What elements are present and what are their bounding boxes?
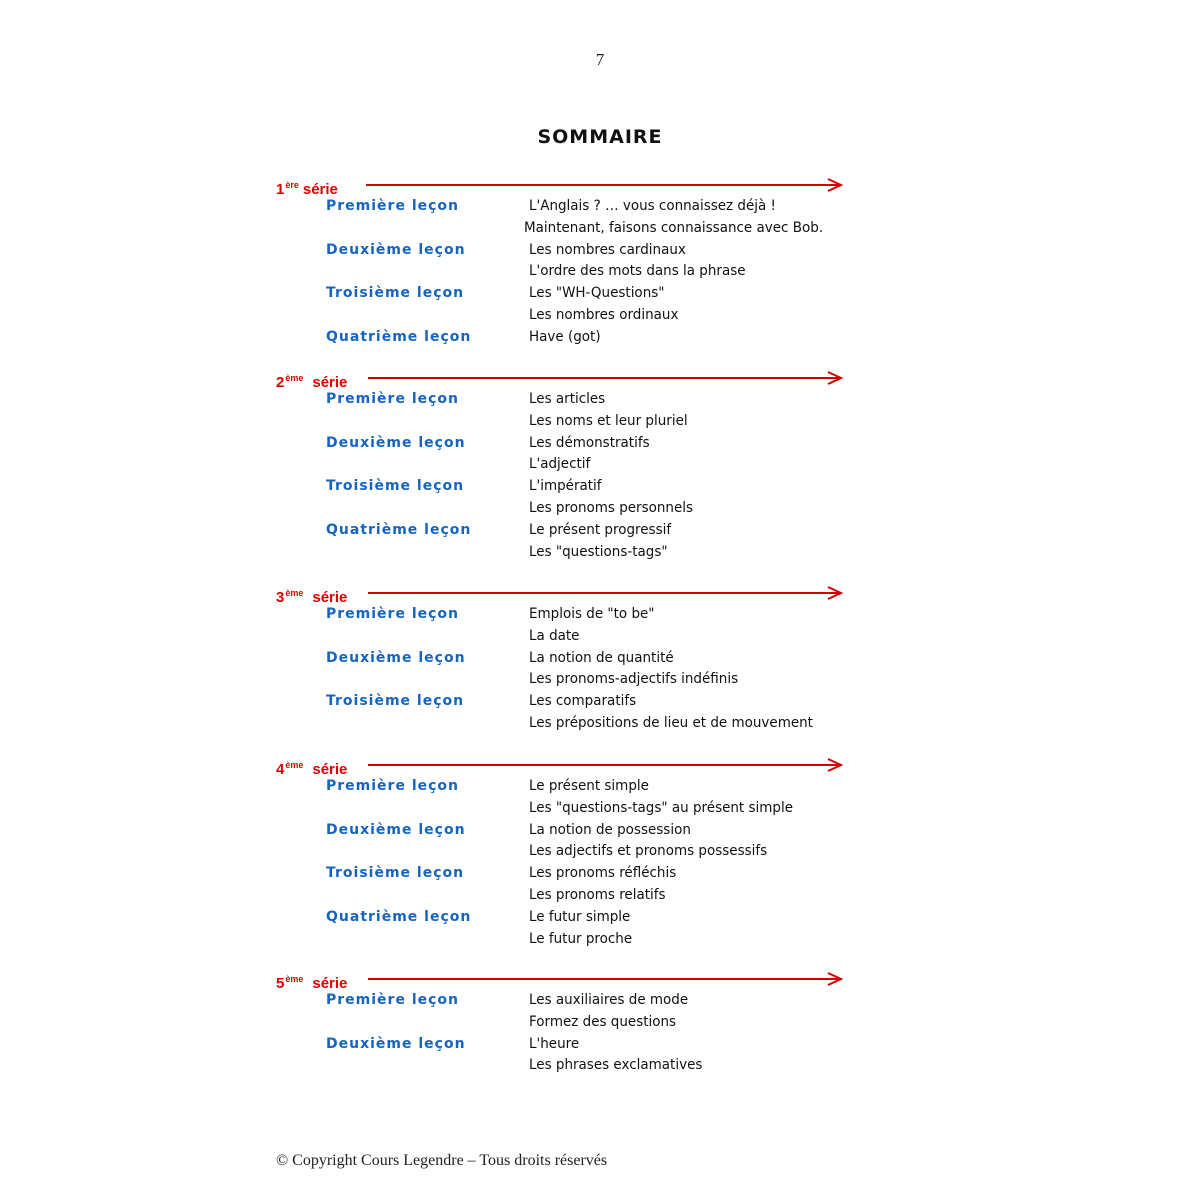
topic: Les "questions-tags" au présent simple (529, 799, 794, 816)
topic: La date (529, 627, 580, 644)
page-title: SOMMAIRE (537, 126, 663, 148)
lesson-label: Quatrième leçon (326, 328, 472, 345)
lesson-row (276, 498, 846, 520)
lesson-label: Quatrième leçon (326, 908, 472, 925)
topic: Les nombres ordinaux (529, 306, 679, 323)
topic: Les comparatifs (529, 693, 637, 710)
arrow-right-icon (368, 758, 844, 772)
series-heading (276, 174, 846, 196)
lesson-troisieme (276, 476, 846, 520)
copyright-footer: © Copyright Cours Legendre – Tous droits réservés (276, 1152, 608, 1169)
lesson-label: Première leçon (326, 606, 459, 622)
topic: Les noms et leur pluriel (529, 412, 688, 429)
topic: Les nombres cardinaux (529, 241, 686, 258)
topic: Les prépositions de lieu et de mouvement (529, 714, 813, 731)
lesson-row (276, 776, 846, 798)
topic: Les "questions-tags" (529, 543, 668, 560)
lesson-label: Troisième leçon (326, 865, 465, 882)
topic: Les pronoms relatifs (529, 886, 666, 903)
topic: Les "WH-Questions" (529, 285, 665, 302)
lesson-label: Deuxième leçon (326, 434, 466, 451)
lesson-row (276, 929, 846, 951)
lesson-troisieme (276, 283, 846, 327)
lesson-row (276, 196, 846, 218)
lesson-row (276, 841, 846, 863)
lesson-troisieme (276, 863, 846, 907)
lesson-premiere (276, 196, 846, 240)
lesson-row (276, 604, 846, 626)
lesson-label: Deuxième leçon (326, 821, 466, 838)
lesson-row (276, 327, 846, 349)
series-3 (276, 582, 846, 735)
series-number-digit: 1 (276, 181, 285, 198)
topic: Le présent simple (529, 778, 649, 794)
lesson-label: Troisième leçon (326, 693, 465, 710)
topic: Le futur simple (529, 908, 631, 925)
lesson-row (276, 669, 846, 691)
topic: Les phrases exclamatives (529, 1057, 703, 1074)
lesson-row (276, 648, 846, 670)
arrow-right-icon (368, 371, 844, 385)
lesson-deuxieme (276, 820, 846, 864)
arrow-right-icon (368, 972, 844, 986)
topic: Les auxiliaires de mode (529, 992, 689, 1008)
lesson-row (276, 305, 846, 327)
topic: La notion de quantité (529, 649, 674, 666)
lesson-row (276, 433, 846, 455)
series-5 (276, 968, 846, 1077)
topic: Les articles (529, 391, 606, 407)
lesson-troisieme (276, 691, 846, 735)
lesson-label: Troisième leçon (326, 478, 465, 495)
topic: Les adjectifs et pronoms possessifs (529, 843, 768, 860)
series-number-digit: 2 (276, 374, 285, 391)
lesson-premiere (276, 604, 846, 648)
lesson-label: Deuxième leçon (326, 1035, 466, 1052)
lesson-label: Première leçon (326, 391, 459, 407)
series-ordinal-suffix: ème (285, 373, 304, 383)
page-number: 7 (595, 50, 605, 69)
lesson-row (276, 542, 846, 564)
series-number-digit: 5 (276, 975, 285, 992)
arrow-right-icon (366, 178, 844, 192)
lesson-row (276, 454, 846, 476)
lesson-row (276, 261, 846, 283)
topic: Have (got) (529, 328, 601, 345)
lesson-row (276, 520, 846, 542)
topic: L'ordre des mots dans la phrase (529, 263, 746, 280)
series-number-digit: 3 (276, 589, 285, 606)
series-ordinal-suffix: ème (285, 760, 304, 770)
lesson-row (276, 476, 846, 498)
lesson-row (276, 240, 846, 262)
series-word: série (312, 975, 348, 992)
lesson-label: Quatrième leçon (326, 521, 472, 538)
topic: Les pronoms-adjectifs indéfinis (529, 671, 739, 688)
lesson-row (276, 283, 846, 305)
series-number-digit: 4 (276, 761, 285, 778)
lesson-row (276, 820, 846, 842)
topic: Les démonstratifs (529, 434, 650, 451)
topic: L'Anglais ? … vous connaissez déjà ! (529, 198, 776, 214)
lesson-label: Première leçon (326, 778, 459, 794)
lesson-row (276, 1055, 846, 1077)
series-word: série (312, 761, 348, 778)
lesson-row (276, 389, 846, 411)
series-heading (276, 367, 846, 389)
topic: Les pronoms réfléchis (529, 865, 677, 882)
topic: Maintenant, faisons connaissance avec Bob. (524, 219, 824, 236)
lesson-label: Deuxième leçon (326, 649, 466, 666)
lesson-row (276, 713, 846, 735)
lesson-row (276, 1012, 846, 1034)
lesson-deuxieme (276, 1034, 846, 1078)
lesson-row (276, 1034, 846, 1056)
lesson-row (276, 691, 846, 713)
lesson-label: Troisième leçon (326, 285, 465, 302)
series-ordinal-suffix: ère (285, 180, 299, 190)
series-word: série (312, 374, 348, 391)
topic: Emplois de "to be" (529, 606, 655, 622)
series-2 (276, 367, 846, 563)
arrow-right-icon (368, 586, 844, 600)
lesson-premiere (276, 389, 846, 433)
series-1 (276, 174, 846, 349)
topic: L'impératif (529, 478, 602, 495)
lesson-row (276, 411, 846, 433)
topic: Les pronoms personnels (529, 499, 694, 516)
series-word: série (312, 589, 348, 606)
lesson-deuxieme (276, 433, 846, 477)
lesson-label: Deuxième leçon (326, 241, 466, 258)
series-heading (276, 754, 846, 776)
lesson-quatrieme (276, 907, 846, 951)
series-word: série (302, 181, 338, 198)
lesson-row (276, 907, 846, 929)
lesson-row (276, 626, 846, 648)
topic: Le présent progressif (529, 521, 672, 538)
series-4 (276, 754, 846, 950)
topic: La notion de possession (529, 821, 691, 838)
lesson-row (276, 218, 846, 240)
lesson-premiere (276, 776, 846, 820)
topic: L'adjectif (529, 456, 591, 473)
lesson-quatrieme (276, 327, 846, 349)
lesson-row (276, 863, 846, 885)
topic: L'heure (529, 1035, 580, 1052)
lesson-deuxieme (276, 648, 846, 692)
series-ordinal-suffix: ème (285, 974, 304, 984)
series-heading (276, 968, 846, 990)
lesson-label: Première leçon (326, 992, 459, 1008)
topic: Formez des questions (529, 1013, 677, 1030)
lesson-row (276, 885, 846, 907)
lesson-premiere (276, 990, 846, 1034)
lesson-quatrieme (276, 520, 846, 564)
lesson-label: Première leçon (326, 198, 459, 214)
series-ordinal-suffix: ème (285, 588, 304, 598)
lesson-row (276, 798, 846, 820)
topic: Le futur proche (529, 930, 633, 947)
series-heading (276, 582, 846, 604)
lesson-deuxieme (276, 240, 846, 284)
lesson-row (276, 990, 846, 1012)
